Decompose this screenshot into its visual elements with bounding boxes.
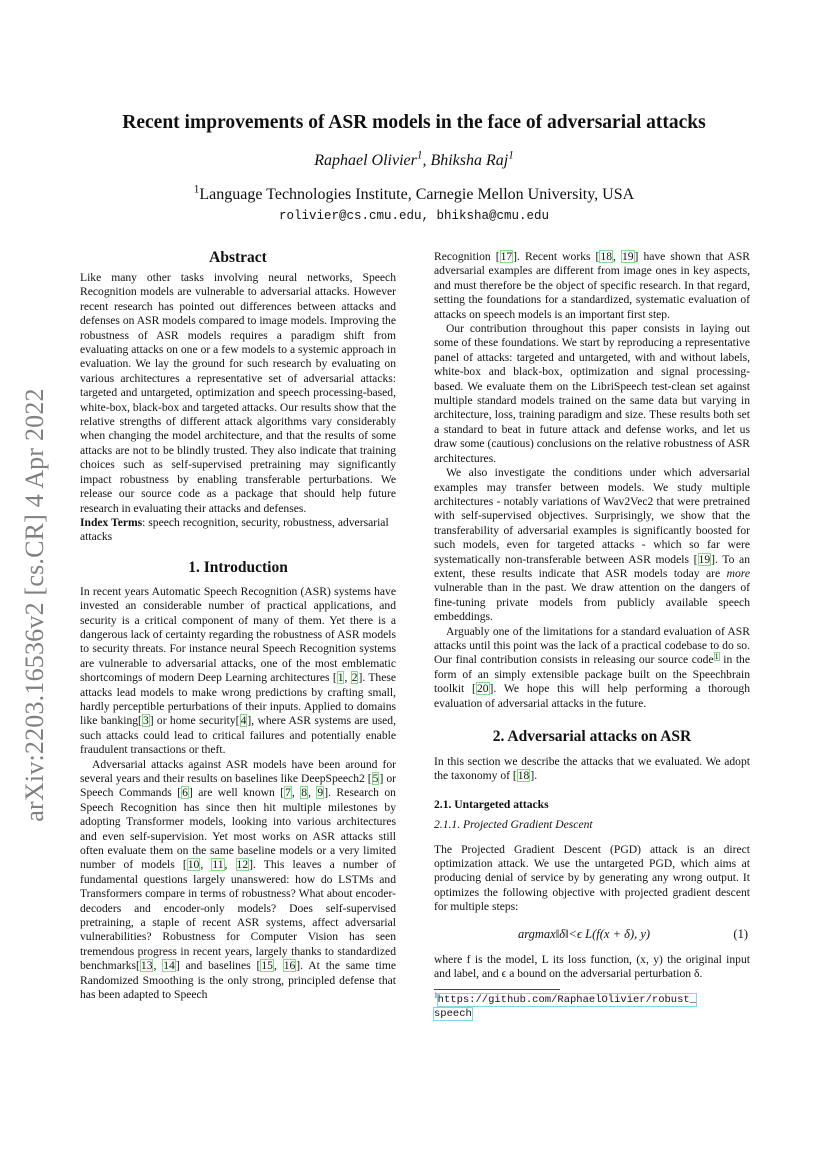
footnote: $^1$https://github.com/RaphaelOlivier/robust_ speech [434, 990, 697, 1021]
arxiv-sidebar [18, 370, 52, 840]
citation-link[interactable]: 1 [337, 671, 344, 685]
citation-link[interactable]: 19 [621, 250, 634, 263]
citation-link[interactable]: 20 [476, 682, 489, 696]
citation-link[interactable]: 11 [212, 858, 224, 872]
transfer-paragraph: We also investigate the conditions under which adversarial examples may transfer between models. We study multiple architectures - notably variations of Wav2Vec2 that were pretrained with self-supervised objectives. Surprisingly, we show that the transferability of adversarial examples is significantly boosted for such models, even for targeted attacks - which so far were systematically non-transferable between ASR models [19]. To an extent, these results indicate that ASR models today are more vulnerable than in the past. We draw attention on the dangers of fine-tuning private models from publicly available speech embeddings. [434, 466, 751, 624]
citation-link[interactable]: 15 [261, 959, 273, 973]
citation-link[interactable]: 2 [351, 671, 358, 685]
right-column [434, 250, 750, 1021]
author-line: Raphael Olivier$^1$, Bhiksha Raj$^1$ [314, 149, 514, 169]
equation-number: (1) [733, 926, 748, 941]
subsection-heading: 2.1. Untargeted attacks [434, 797, 549, 811]
citation-link[interactable]: 18 [600, 250, 613, 263]
equation-body: argmax‖δ‖<ϵ L(f(x + δ), y) [518, 926, 651, 941]
citation-link[interactable]: 3 [142, 714, 149, 728]
arxiv-identifier: arXiv:2203.16536v2 [cs.CR] 4 Apr 2022 [20, 388, 49, 822]
author-emails: rolivier@cs.cmu.edu, bhiksha@cmu.edu [278, 209, 550, 223]
left-column [80, 248, 396, 1003]
citation-link[interactable]: 12 [236, 858, 249, 872]
contribution-paragraph: Our contribution throughout this paper consists in laying out some of these foundations. We start by reproducing a representative panel of attacks: targeted and untargeted, with and without labels, white-box and black-box, optimization and signal processing-based. We evaluate them on the LibriSpeech test-clean set against multiple standard models trained on the same data but varying in architecture, loss, training paradigm and size. These results both set a standard to beat in future attack and defense works, and let us draw some (cautious) conclusions on the relative robustness of ASR architectures. [434, 322, 750, 465]
citation-link[interactable]: 9 [317, 786, 324, 800]
introduction-heading: 1. Introduction [188, 558, 288, 576]
author-1: Raphael Olivier [314, 152, 417, 169]
footnote-url-link-cont[interactable]: speech [434, 1008, 472, 1021]
citation-link[interactable]: 19 [698, 552, 711, 566]
paper-title: Recent improvements of ASR models in the face of adversarial attacks [122, 112, 706, 133]
citation-link[interactable]: 4 [240, 714, 247, 728]
footnote-ref[interactable]: 1 [714, 651, 719, 661]
citation-link[interactable]: 5 [372, 772, 379, 785]
citation-link[interactable]: 7 [285, 786, 291, 800]
equation-1 [434, 925, 750, 947]
citation-link[interactable]: 17 [500, 250, 513, 263]
affiliation: $^1$Language Technologies Institute, Carnegie Mellon University, USA [193, 183, 635, 203]
abstract-text: Like many other tasks involving neural networks, Speech Recognition models are vulnerable to adversarial attacks. However recent research has pointed out differences between attacks and defenses on ASR models compared to image models. Improving the robustness of ASR models requires a paradigm shift from evaluating attacks on one or a few models to a systemic approach in evaluation. We lay the ground for such research by evaluating on various architectures a representative set of adversarial attacks: targeted and untargeted, optimization and speech processing-based, white-box, black-box and targeted attacks. Our results show that the relative strengths of different attack algorithms vary considerably when changing the model architecture, and that the results of some attacks are not to be blindly trusted. They also indicate that training choices such as self-supervised pretraining may significantly impact robustness by enabling transferable perturbations. We release our source code as a package that should help future research in evaluating their attacks and defenses. [80, 271, 396, 515]
citation-link[interactable]: 8 [301, 786, 308, 800]
section-2-heading: 2. Adversarial attacks on ASR [492, 728, 692, 745]
section-2-intro: In this section we describe the attacks that we evaluated. We adopt the taxonomy of [18]. [434, 755, 750, 783]
pgd-paragraph: The Projected Gradient Descent (PGD) attack is an direct optimization attack. We use the untargeted PGD, which aims at producing denial of service by by generating any wrong output. It optimizes the following objective with projected gradient descent for multiple steps: [434, 842, 750, 914]
author-2: Bhiksha Raj [430, 152, 509, 169]
citation-link[interactable]: 16 [283, 959, 296, 973]
codebase-paragraph: Arguably one of the limitations for a standard evaluation of ASR attacks until this point was the lack of a practical codebase to do so. Our final contribution consists in releasing our source code$^1$ in the form of an simply extensible package built on the Speechbrain toolkit [20]. We hope this will help performing a thorough evaluation of adversarial attacks in the future. [434, 624, 750, 710]
right-paragraph-1: Recognition [17]. Recent works [18, 19] have shown that ASR adversarial examples are different from image ones in key aspects, and must therefore be the object of specific research. In that regard, setting the foundations for a standardized, systematic evaluation of attacks on speech models is an important first step. [434, 250, 751, 321]
footnote-url-link[interactable]: https://github.com/RaphaelOlivier/robust_ [437, 994, 697, 1007]
index-terms: Index Terms: speech recognition, security, robustness, adversarial attacks [80, 515, 389, 544]
equation-explanation: where f is the model, L its loss function, (x, y) the original input and label, and ϵ a bound on the adversarial perturbation δ. [434, 952, 750, 981]
footnote-divider [434, 989, 560, 990]
citation-link[interactable]: 18 [517, 769, 530, 783]
citation-link[interactable]: 6 [182, 786, 188, 800]
subsubsection-heading: 2.1.1. Projected Gradient Descent [434, 818, 593, 832]
citation-link[interactable]: 14 [163, 959, 175, 973]
abstract-heading: Abstract [209, 249, 267, 266]
intro-paragraph-1: In recent years Automatic Speech Recognition (ASR) systems have invested an considerable number of practical applications, and security is a critical component of many of them. Yet there is a dangerous lack of certainty regarding the robustness of ASR models to security threats. For instance neural Speech Recognition systems are vulnerable to adversarial attacks, one of the most emblematic shortcomings of modern Deep Learning architectures [1, 2]. These attacks lead models to make wrong predictions by crafting small, hardly perceptible perturbations of their inputs. Applied to domains like banking[3] or home security[4], where ASR systems are used, such attacks could lead to critical failures and potentially enable fraudulent transactions or theft. [80, 584, 397, 757]
citation-link[interactable]: 10 [187, 858, 200, 872]
intro-paragraph-2: Adversarial attacks against ASR models have been around for several years and their results on baselines like DeepSpeech2 [5] or Speech Commands [6] are well known [7, 8, 9]. Research on Speech Recognition has since then hit multiple milestones by adopting Transformer models, looking into various architectures and even self-supervision. Yet most works on ASR attacks still often evaluate them on the same baseline models or a very limited number of models [10, 11, 12]. This leaves a number of fundamental questions largely unanswered: how do LSTMs and Transformers compare in terms of robustness? What about encoder-decoders and encoder-only models? Does self-supervised pretraining, a staple of recent ASR systems, affect adversarial vulnerabilities? Robustness for Computer Vision has seen tremendous progress in recent years, largely thanks to standardized benchmarks[13, 14] and baselines [15, 16]. At the same time Randomized Smoothing is the only strong, principled defense that has been adapted to Speech [80, 757, 397, 1002]
citation-link[interactable]: 13 [140, 959, 153, 973]
